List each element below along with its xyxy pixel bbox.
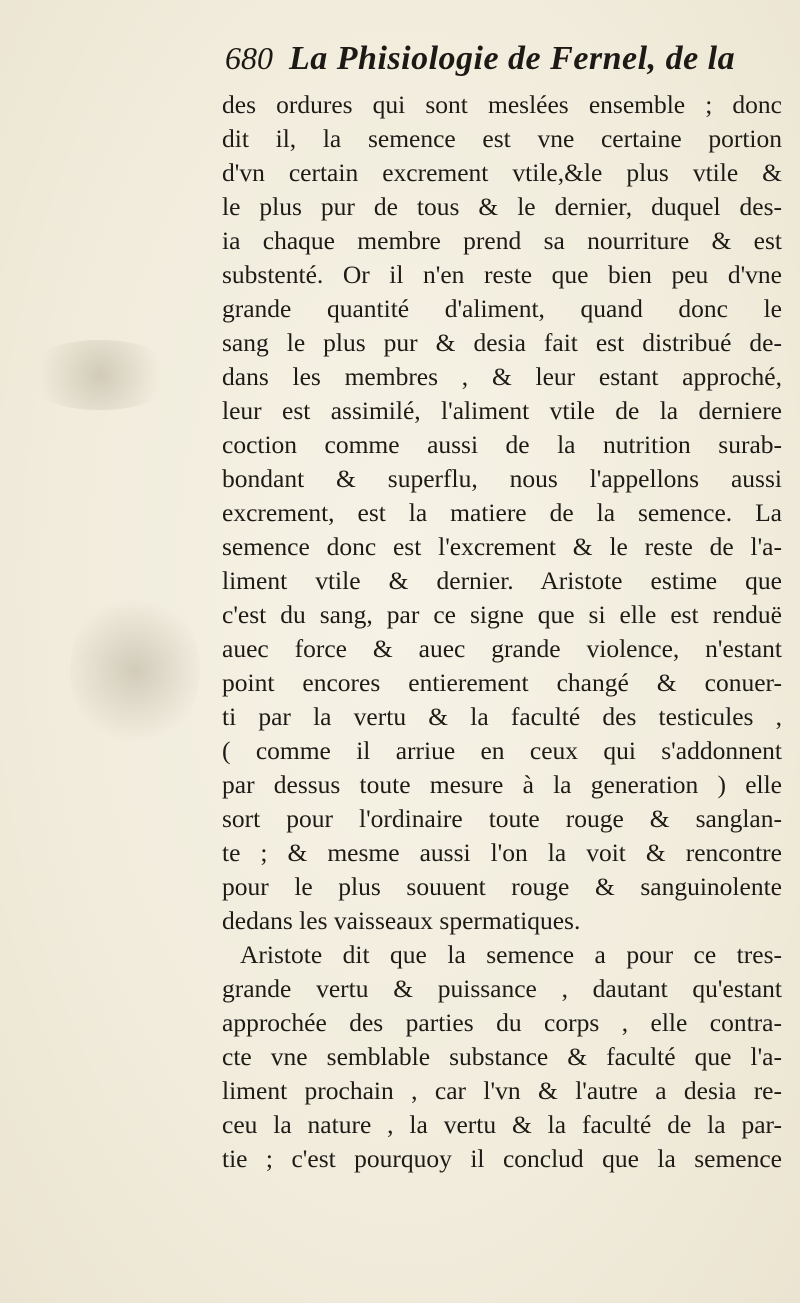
- text-line: approchée des parties du corps , elle contra-: [222, 1008, 782, 1037]
- text-line: dans les membres , & leur estant approché,: [222, 362, 782, 391]
- text-line: coction comme aussi de la nutrition surab-: [222, 430, 782, 459]
- margin-stain-lower: [70, 590, 200, 750]
- running-title: La Phisiologie de Fernel, de la: [289, 40, 736, 77]
- text-line: par dessus toute mesure à la generation ) elle: [222, 770, 782, 799]
- text-line: liment vtile & dernier. Aristote estime que: [222, 566, 782, 595]
- page-header: [225, 40, 785, 90]
- text-line: leur est assimilé, l'aliment vtile de la derniere: [222, 396, 782, 425]
- text-line: auec force & auec grande violence, n'estant: [222, 634, 782, 663]
- text-line: point encores entierement changé & conuer-: [222, 668, 782, 697]
- text-line: le plus pur de tous & le dernier, duquel des-: [222, 192, 782, 221]
- text-line: tie ; c'est pourquoy il conclud que la semence: [222, 1144, 782, 1173]
- text-line: des ordures qui sont meslées ensemble ; donc: [222, 90, 782, 119]
- text-line: liment prochain , car l'vn & l'autre a desia re-: [222, 1076, 782, 1105]
- text-line: ia chaque membre prend sa nourriture & est: [222, 226, 782, 255]
- text-line: grande vertu & puissance , dautant qu'estant: [222, 974, 782, 1003]
- text-line: sort pour l'ordinaire toute rouge & sanglan-: [222, 804, 782, 833]
- page-number: 680: [225, 40, 273, 76]
- text-line: ceu la nature , la vertu & la faculté de la par-: [222, 1110, 782, 1139]
- body-text: [222, 88, 782, 1176]
- text-line: pour le plus souuent rouge & sanguinolente: [222, 872, 782, 901]
- text-line: d'vn certain excrement vtile,&le plus vtile &: [222, 158, 782, 187]
- text-line: Aristote dit que la semence a pour ce tres-: [240, 940, 782, 969]
- text-line: semence donc est l'excrement & le reste de l'a-: [222, 532, 782, 561]
- text-line: c'est du sang, par ce signe que si elle est renduë: [222, 600, 782, 629]
- text-line: grande quantité d'aliment, quand donc le: [222, 294, 782, 323]
- text-line: substenté. Or il n'en reste que bien peu d'vne: [222, 260, 782, 289]
- text-line: dit il, la semence est vne certaine portion: [222, 124, 782, 153]
- margin-stain-upper: [20, 340, 180, 410]
- text-line: cte vne semblable substance & faculté que l'a-: [222, 1042, 782, 1071]
- text-line: dedans les vaisseaux spermatiques.: [222, 906, 581, 935]
- text-line: excrement, est la matiere de la semence. La: [222, 498, 782, 527]
- text-line: te ; & mesme aussi l'on la voit & rencontre: [222, 838, 782, 867]
- text-line: ( comme il arriue en ceux qui s'addonnent: [222, 736, 782, 765]
- text-line: ti par la vertu & la faculté des testicules ,: [222, 702, 782, 731]
- text-line: bondant & superflu, nous l'appellons aussi: [222, 464, 782, 493]
- text-line: sang le plus pur & desia fait est distribué de-: [222, 328, 782, 357]
